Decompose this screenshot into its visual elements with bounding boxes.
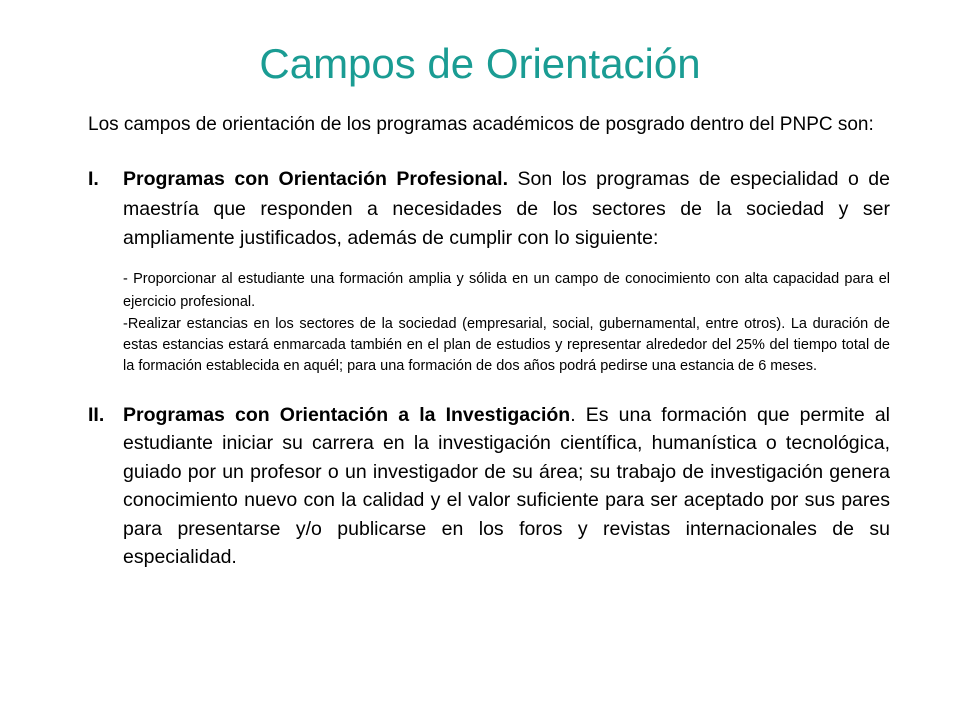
subpoint: - Proporcionar al estudiante una formación amplia y sólida en un campo de conocimiento con alta capacidad para el ejercicio profesional. [123,270,890,310]
item-heading-end: . [502,168,509,190]
list-item-investigacion [88,401,890,572]
item-heading-end: . [570,403,576,426]
item-description: Es una formación que permite al estudiante iniciar su carrera en la investigación científica, humanística o tecnológica, guiado por un profesor o un investigador de su área; su trabajo de investigación genera conocimiento nuevo con la calidad y el valor suficiente para ser aceptado por sus pares para presentarse y/o publicarse en los foros y revistas internacionales de su especialidad. [123,403,890,568]
item-number: I. [88,168,99,190]
intro-paragraph: Los campos de orientación de los programas académicos de posgrado dentro del PNPC son: [88,114,874,135]
subpoint: -Realizar estancias en los sectores de la sociedad (empresarial, social, gubernamental, entre otros). La duración de estas estancias estará enmarcada también en el plan de estudios y representar alrededor del 25% del tiempo total de la formación establecida en aquél; para una formación de dos años podrá pedirse una estancia de 6 meses. [123,315,890,374]
item-description: Son los programas de especialidad o de maestría que responden a necesidades de los sectores de la sociedad y ser ampliamente justificados, además de cumplir con lo siguiente: [123,168,891,249]
item-heading: Programas con Orientación Profesional [123,168,503,190]
item-heading: Programas con Orientación a la Investigación [123,403,571,426]
item-number: II. [88,403,105,426]
page-title: Campos de Orientación [259,40,701,87]
slide-content [88,110,890,572]
item-text [123,165,890,254]
list-item-profesional [88,165,890,377]
item-body [123,165,890,377]
item-text [123,401,890,572]
item-body [123,401,890,572]
